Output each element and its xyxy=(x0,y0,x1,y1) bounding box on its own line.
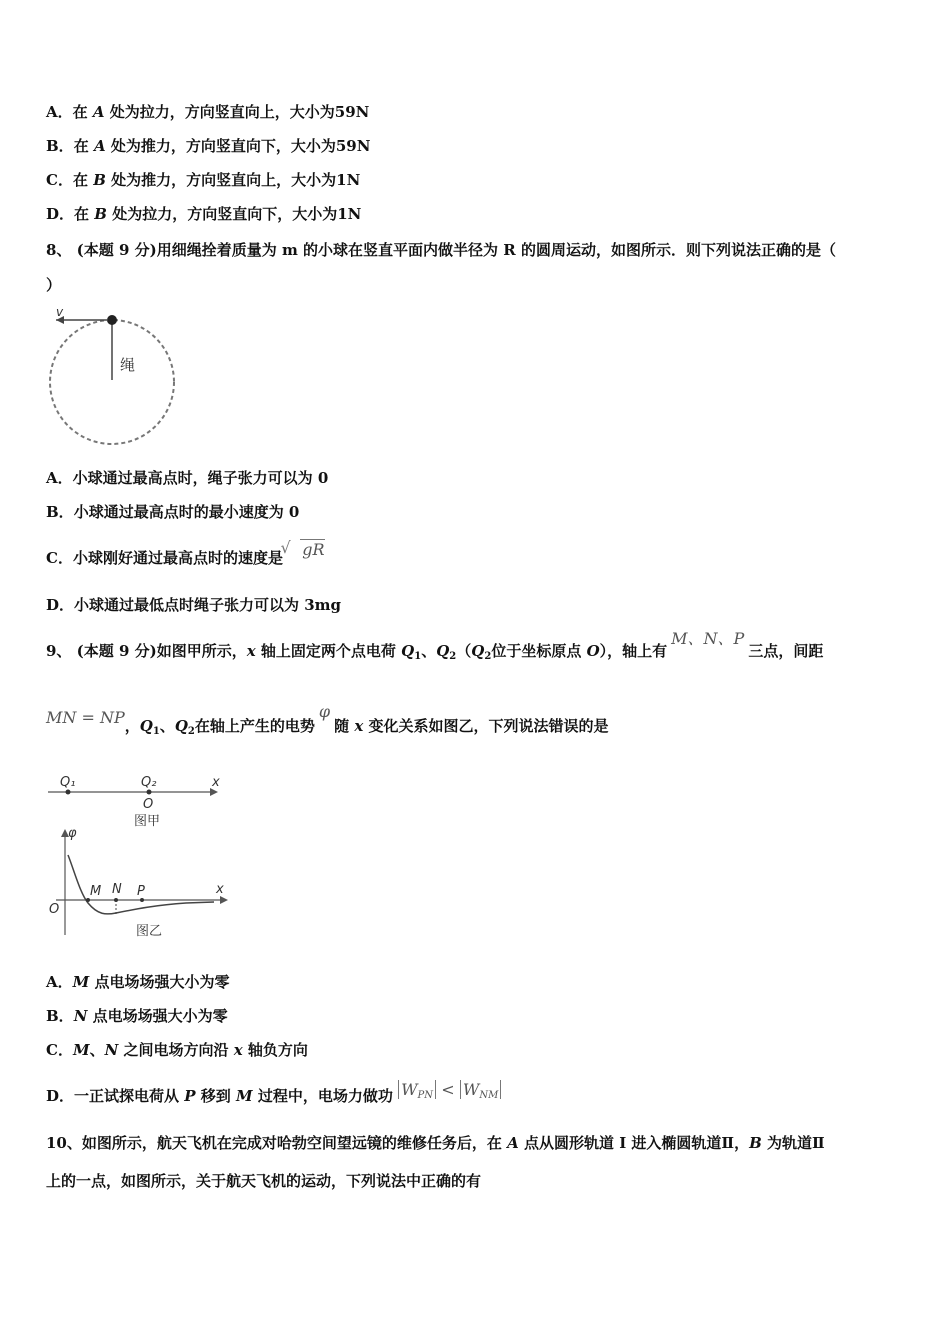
abs-w-nm: $W_{NM}$ xyxy=(460,1080,501,1099)
o-label: O xyxy=(143,797,154,812)
q2-point xyxy=(147,790,152,795)
q9-option-a: A．M 点电场场强大小为零 xyxy=(46,973,230,991)
q9-figure-a xyxy=(46,770,236,830)
caption-jia: 图甲 xyxy=(134,814,161,829)
q8-option-c: C．小球刚好通过最高点时的速度是 gR √ xyxy=(46,538,325,567)
p-label: P xyxy=(137,884,145,899)
m-label: M xyxy=(90,884,102,899)
q9-option-d: D．一正试探电荷从 P 移到 M 过程中，电场力做功 $W_{PN} < W_{NM}$ xyxy=(46,1086,501,1112)
q9-option-b: B．N 点电场场强大小为零 xyxy=(46,1007,228,1025)
n-point xyxy=(114,898,118,902)
phi-label: φ xyxy=(68,826,77,841)
q10-stem-line2: 上的一点，如图所示，关于航天飞机的运动，下列说法中正确的有 xyxy=(46,1172,482,1190)
q7-option-b: B．在 A 处为推力，方向竖直向下，大小为59N xyxy=(46,137,371,155)
x-label: x xyxy=(216,882,224,897)
x-axis-arrow xyxy=(220,896,228,904)
q7-option-d: D．在 B 处为拉力，方向竖直向下，大小为1N xyxy=(46,205,362,223)
q7-option-a: A．在 A 处为拉力，方向竖直向上，大小为59N xyxy=(46,103,370,121)
q9-option-c: C．M、N 之间电场方向沿 x 轴负方向 xyxy=(46,1041,308,1059)
q9-stem-line1: 9、 (本题 9 分)如图甲所示，x 轴上固定两个点电荷 $Q_1$、$Q_2(Q_2$位于坐标原点 O），轴上有M、N、P三点，间距 xyxy=(46,629,824,662)
q8-option-a: A．小球通过最高点时，绳子张力可以为 0 xyxy=(46,469,329,487)
q2-label: Q₂ xyxy=(141,775,157,790)
v-label: v xyxy=(56,305,64,319)
q8-circle-figure xyxy=(48,306,188,446)
q1-point xyxy=(66,790,71,795)
sqrt-sign: √ xyxy=(280,538,291,557)
q8-stem-close: ） xyxy=(46,276,62,294)
x-label: x xyxy=(212,775,220,790)
q8-stem: 8、 (本题 9 分)用细绳拴着质量为 m 的小球在竖直平面内做半径为 R 的圆周运动，如图所示．则下列说法正确的是（ xyxy=(46,241,836,259)
o-label: O xyxy=(49,902,60,917)
rope-label: 绳 xyxy=(120,356,136,374)
q10-stem-line1: 10、如图所示，航天飞机在完成对哈勃空间望远镜的维修任务后，在 A 点从圆形轨道 I 进入椭圆轨道Ⅱ，B 为轨道Ⅱ xyxy=(46,1134,825,1152)
q8-option-d: D．小球通过最低点时绳子张力可以为 3mg xyxy=(46,596,342,614)
n-label: N xyxy=(112,882,122,897)
ball xyxy=(107,315,117,325)
abs-w-pn: $W_{PN}$ xyxy=(398,1080,436,1099)
q9-figure-b xyxy=(46,825,246,945)
q7-option-c: C．在 B 处为推力，方向竖直向上，大小为1N xyxy=(46,171,361,189)
q1-label: Q₁ xyxy=(60,775,76,790)
q9-stem-line2: MN = NP，$Q_1$、$Q_2$在轴上产生的电势φ随 x 变化关系如图乙，下列说法错误的是 xyxy=(46,702,609,737)
caption-yi: 图乙 xyxy=(136,924,163,939)
sqrt-gR: gR xyxy=(302,540,325,559)
q8-option-b: B．小球通过最高点时的最小速度为 0 xyxy=(46,503,300,521)
